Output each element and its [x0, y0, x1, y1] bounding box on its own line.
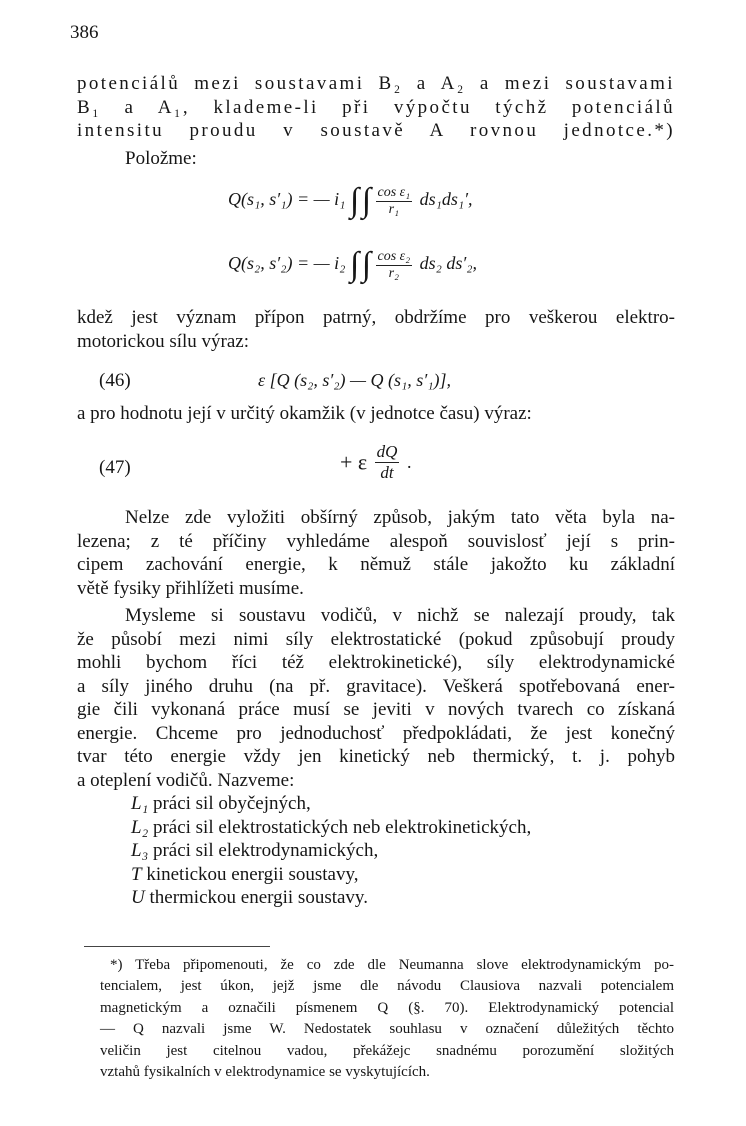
- double-integral-symbol: ∫ ∫: [349, 246, 369, 283]
- footnote-line: — Q nazvali jsme W. Nedostatek souhlasu v označení důležitých těchto: [100, 1021, 674, 1038]
- text-line: Nelze zde vyložiti obšírný způsob, jakým tato věta byla na-: [125, 507, 675, 528]
- fraction: [376, 249, 413, 282]
- definition-text: práci sil elektrostatických neb elektrokinetických,: [152, 816, 532, 838]
- equation-q1-tail: ds₁ds₁′,: [419, 189, 473, 210]
- footnote-line: veličin jest citelnou vadou, překážejc snadnému porozumění složitých: [100, 1042, 674, 1059]
- text-line: gie čili vykonaná práce musí se jeviti v nových tvarech co získaná: [77, 699, 675, 720]
- definition-item: [131, 863, 531, 887]
- definition-text: kinetickou energii soustavy,: [146, 863, 359, 885]
- definition-text: práci sil obyčejných,: [152, 793, 311, 814]
- definition-symbol: U: [131, 887, 145, 908]
- equation-q1: [228, 182, 473, 220]
- equation-46: ε [Q (s₂, s′₂) — Q (s₁, s′₁)],: [258, 370, 452, 390]
- equation-q2: [228, 246, 477, 284]
- equation-47-suffix: .: [406, 452, 412, 472]
- footnote-line: tencialem, jest úkon, jejž jsme dle návodu Clausiova nazvali potencialem: [100, 978, 674, 995]
- definition-item: [131, 816, 531, 840]
- text-line: cipem zachování energie, k němuž stále jakožto ku základní: [77, 554, 675, 575]
- equation-47-prefix: + ε: [340, 449, 368, 475]
- fraction-numerator: dQ: [376, 442, 398, 461]
- definition-text: práci sil elektrodynamických,: [152, 840, 379, 861]
- definition-item: [131, 792, 531, 816]
- footnote-divider: [84, 946, 270, 947]
- footnote-line: *) Třeba připomenouti, že co zde dle Neumanna slove elektrodynamickým po-: [110, 957, 674, 973]
- equation-q1-lhs: Q(s₁, s′₁) = — i₁: [228, 189, 346, 210]
- text-line: a oteplení vodičů. Nazveme:: [77, 769, 295, 791]
- fraction-denominator: r₁: [388, 201, 399, 217]
- fraction-numerator: cos ε₂: [377, 248, 411, 264]
- definition-text: thermickou energii soustavy.: [149, 887, 368, 908]
- equation-q2-tail: ds₂ ds′₂,: [419, 253, 478, 274]
- paragraph-suffixes: [77, 306, 675, 353]
- paragraph-conductors: [77, 604, 675, 792]
- definition-symbol: T: [131, 863, 142, 885]
- text-line: potenciálů mezi soustavami B₂ a A₂ a mezi soustavami: [77, 73, 675, 94]
- text-line: větě fysiky přihlížeti musíme.: [77, 577, 304, 599]
- footnote: [100, 955, 674, 1083]
- equation-47-label: (47): [99, 457, 131, 478]
- definition-symbol: L₂: [131, 816, 149, 838]
- fraction-numerator: cos ε₁: [377, 184, 411, 200]
- paragraph-instant: a pro hodnotu její v určitý okamžik (v jednotce času) výraz:: [77, 403, 532, 424]
- text-line: tvar této energie vždy jen kinetický neb thermický, t. j. pohyb: [77, 746, 675, 767]
- text-line: a síly jiného druhu (na př. gravitace). Veškerá spotřebovaná ener-: [77, 675, 675, 697]
- footnote-line: magnetickým a označili písmenem Q (§. 70). Elektrodynamický potencial: [100, 999, 674, 1016]
- definition-symbol: L₁: [131, 793, 149, 814]
- double-integral-symbol: ∫ ∫: [349, 182, 369, 219]
- paragraph-derivation: [77, 506, 675, 600]
- definition-list: [131, 792, 531, 910]
- text-line: lezena; z té příčiny vyhledáme alespoň souvislosť její s prin-: [77, 530, 675, 552]
- text-line: intensitu proudu v soustavě A rovnou jednotce.*): [77, 120, 675, 141]
- fraction: [375, 442, 400, 483]
- text-line: kdež jest význam přípon patrný, obdržíme pro veškerou elektro-: [77, 307, 675, 328]
- text-line: Mysleme si soustavu vodičů, v nichž se nalezají proudy, tak: [125, 605, 675, 626]
- definition-item: [131, 839, 531, 863]
- equation-47: [340, 442, 411, 483]
- page-number: 386: [70, 22, 99, 43]
- text-line: B₁ a A₁, klademe-li při výpočtu týchž potenciálů: [77, 96, 675, 118]
- equation-q2-lhs: Q(s₂, s′₂) = — i₂: [228, 253, 346, 274]
- fraction: [376, 185, 413, 218]
- text-line: mohli bychom říci též elektrokinetické), síly elektrodynamické: [77, 652, 675, 673]
- fraction-denominator: r₂: [388, 265, 399, 281]
- polozme-label: Položme:: [125, 148, 197, 169]
- definition-item: [131, 886, 531, 910]
- equation-46-label: (46): [99, 370, 131, 391]
- definition-symbol: L₃: [131, 840, 149, 861]
- text-line: že působí mezi nimi síly elektrostatické (pokud způsobují proudy: [77, 628, 675, 650]
- text-line: motorickou sílu výraz:: [77, 330, 250, 352]
- fraction-denominator: dt: [380, 463, 394, 482]
- footnote-line: vztahů fysikalních v elektrodynamice se vyskytujících.: [100, 1064, 430, 1081]
- paragraph-intro: [77, 72, 675, 143]
- text-line: energie. Chceme pro jednoduchosť předpokládati, že jest konečný: [77, 722, 675, 744]
